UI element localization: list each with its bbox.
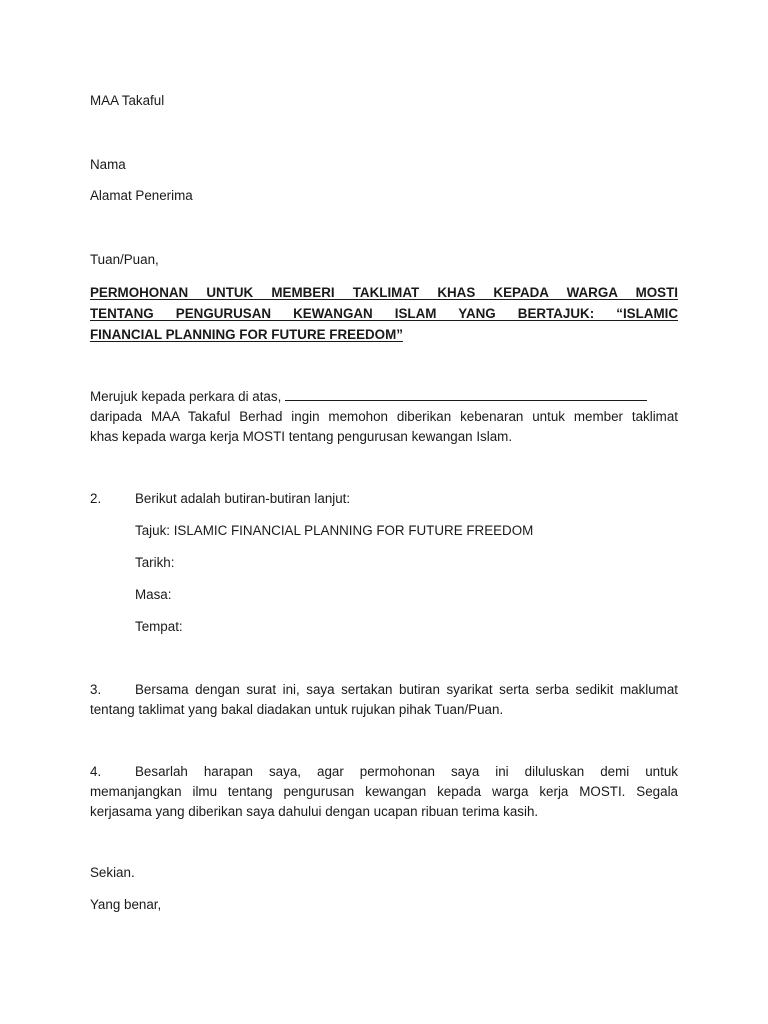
paragraph-1-line-3: khas kepada warga kerja MOSTI tentang pengurusan kewangan Islam. [90, 429, 513, 444]
paragraph-3-line-2: tentang taklimat yang bakal diadakan untuk rujukan pihak Tuan/Puan. [90, 702, 504, 717]
signoff: Yang benar, [90, 897, 162, 912]
recipient-address: Alamat Penerima [90, 188, 193, 203]
paragraph-2-text: Berikut adalah butiran-butiran lanjut: [135, 491, 351, 506]
detail-masa: Masa: [135, 587, 172, 602]
subject-line: TENTANG PENGURUSAN KEWANGAN ISLAM YANG BERTAJUK: “ISLAMIC [90, 306, 678, 321]
paragraph-number: 3. [90, 682, 102, 697]
fill-in-blank [285, 388, 647, 401]
recipient-name: Nama [90, 157, 126, 172]
subject-line: FINANCIAL PLANNING FOR FUTURE FREEDOM” [90, 327, 403, 342]
paragraph-1-line-2: daripada MAA Takaful Berhad ingin memohon diberikan kebenaran untuk member taklimat [90, 409, 678, 424]
paragraph-4-text: Besarlah harapan saya, agar permohonan saya ini diluluskan demi untuk [135, 764, 678, 779]
paragraph-4-line-3: kerjasama yang diberikan saya dahului dengan ucapan ribuan terima kasih. [90, 804, 539, 819]
detail-tarikh: Tarikh: [135, 555, 175, 570]
paragraph-4-line-1 [90, 762, 678, 782]
sender-name: MAA Takaful [90, 93, 165, 108]
detail-tempat: Tempat: [135, 619, 183, 634]
paragraph-3-line-1 [90, 680, 678, 700]
detail-tajuk: Tajuk: ISLAMIC FINANCIAL PLANNING FOR FUTURE FREEDOM [135, 523, 534, 538]
paragraph-3-text: Bersama dengan surat ini, saya sertakan butiran syarikat serta serba sedikit maklumat [135, 682, 678, 697]
closing: Sekian. [90, 865, 135, 880]
paragraph-1-line-1 [90, 387, 678, 407]
paragraph-number: 4. [90, 764, 102, 779]
paragraph-4-line-2: memanjangkan ilmu tentang pengurusan kewangan kepada warga kerja MOSTI. Segala [90, 784, 678, 799]
subject-line: PERMOHONAN UNTUK MEMBERI TAKLIMAT KHAS KEPADA WARGA MOSTI [90, 285, 678, 300]
salutation: Tuan/Puan, [90, 252, 159, 267]
paragraph-2 [90, 489, 350, 509]
paragraph-number: 2. [90, 491, 102, 506]
paragraph-1-lead: Merujuk kepada perkara di atas, [90, 389, 282, 404]
